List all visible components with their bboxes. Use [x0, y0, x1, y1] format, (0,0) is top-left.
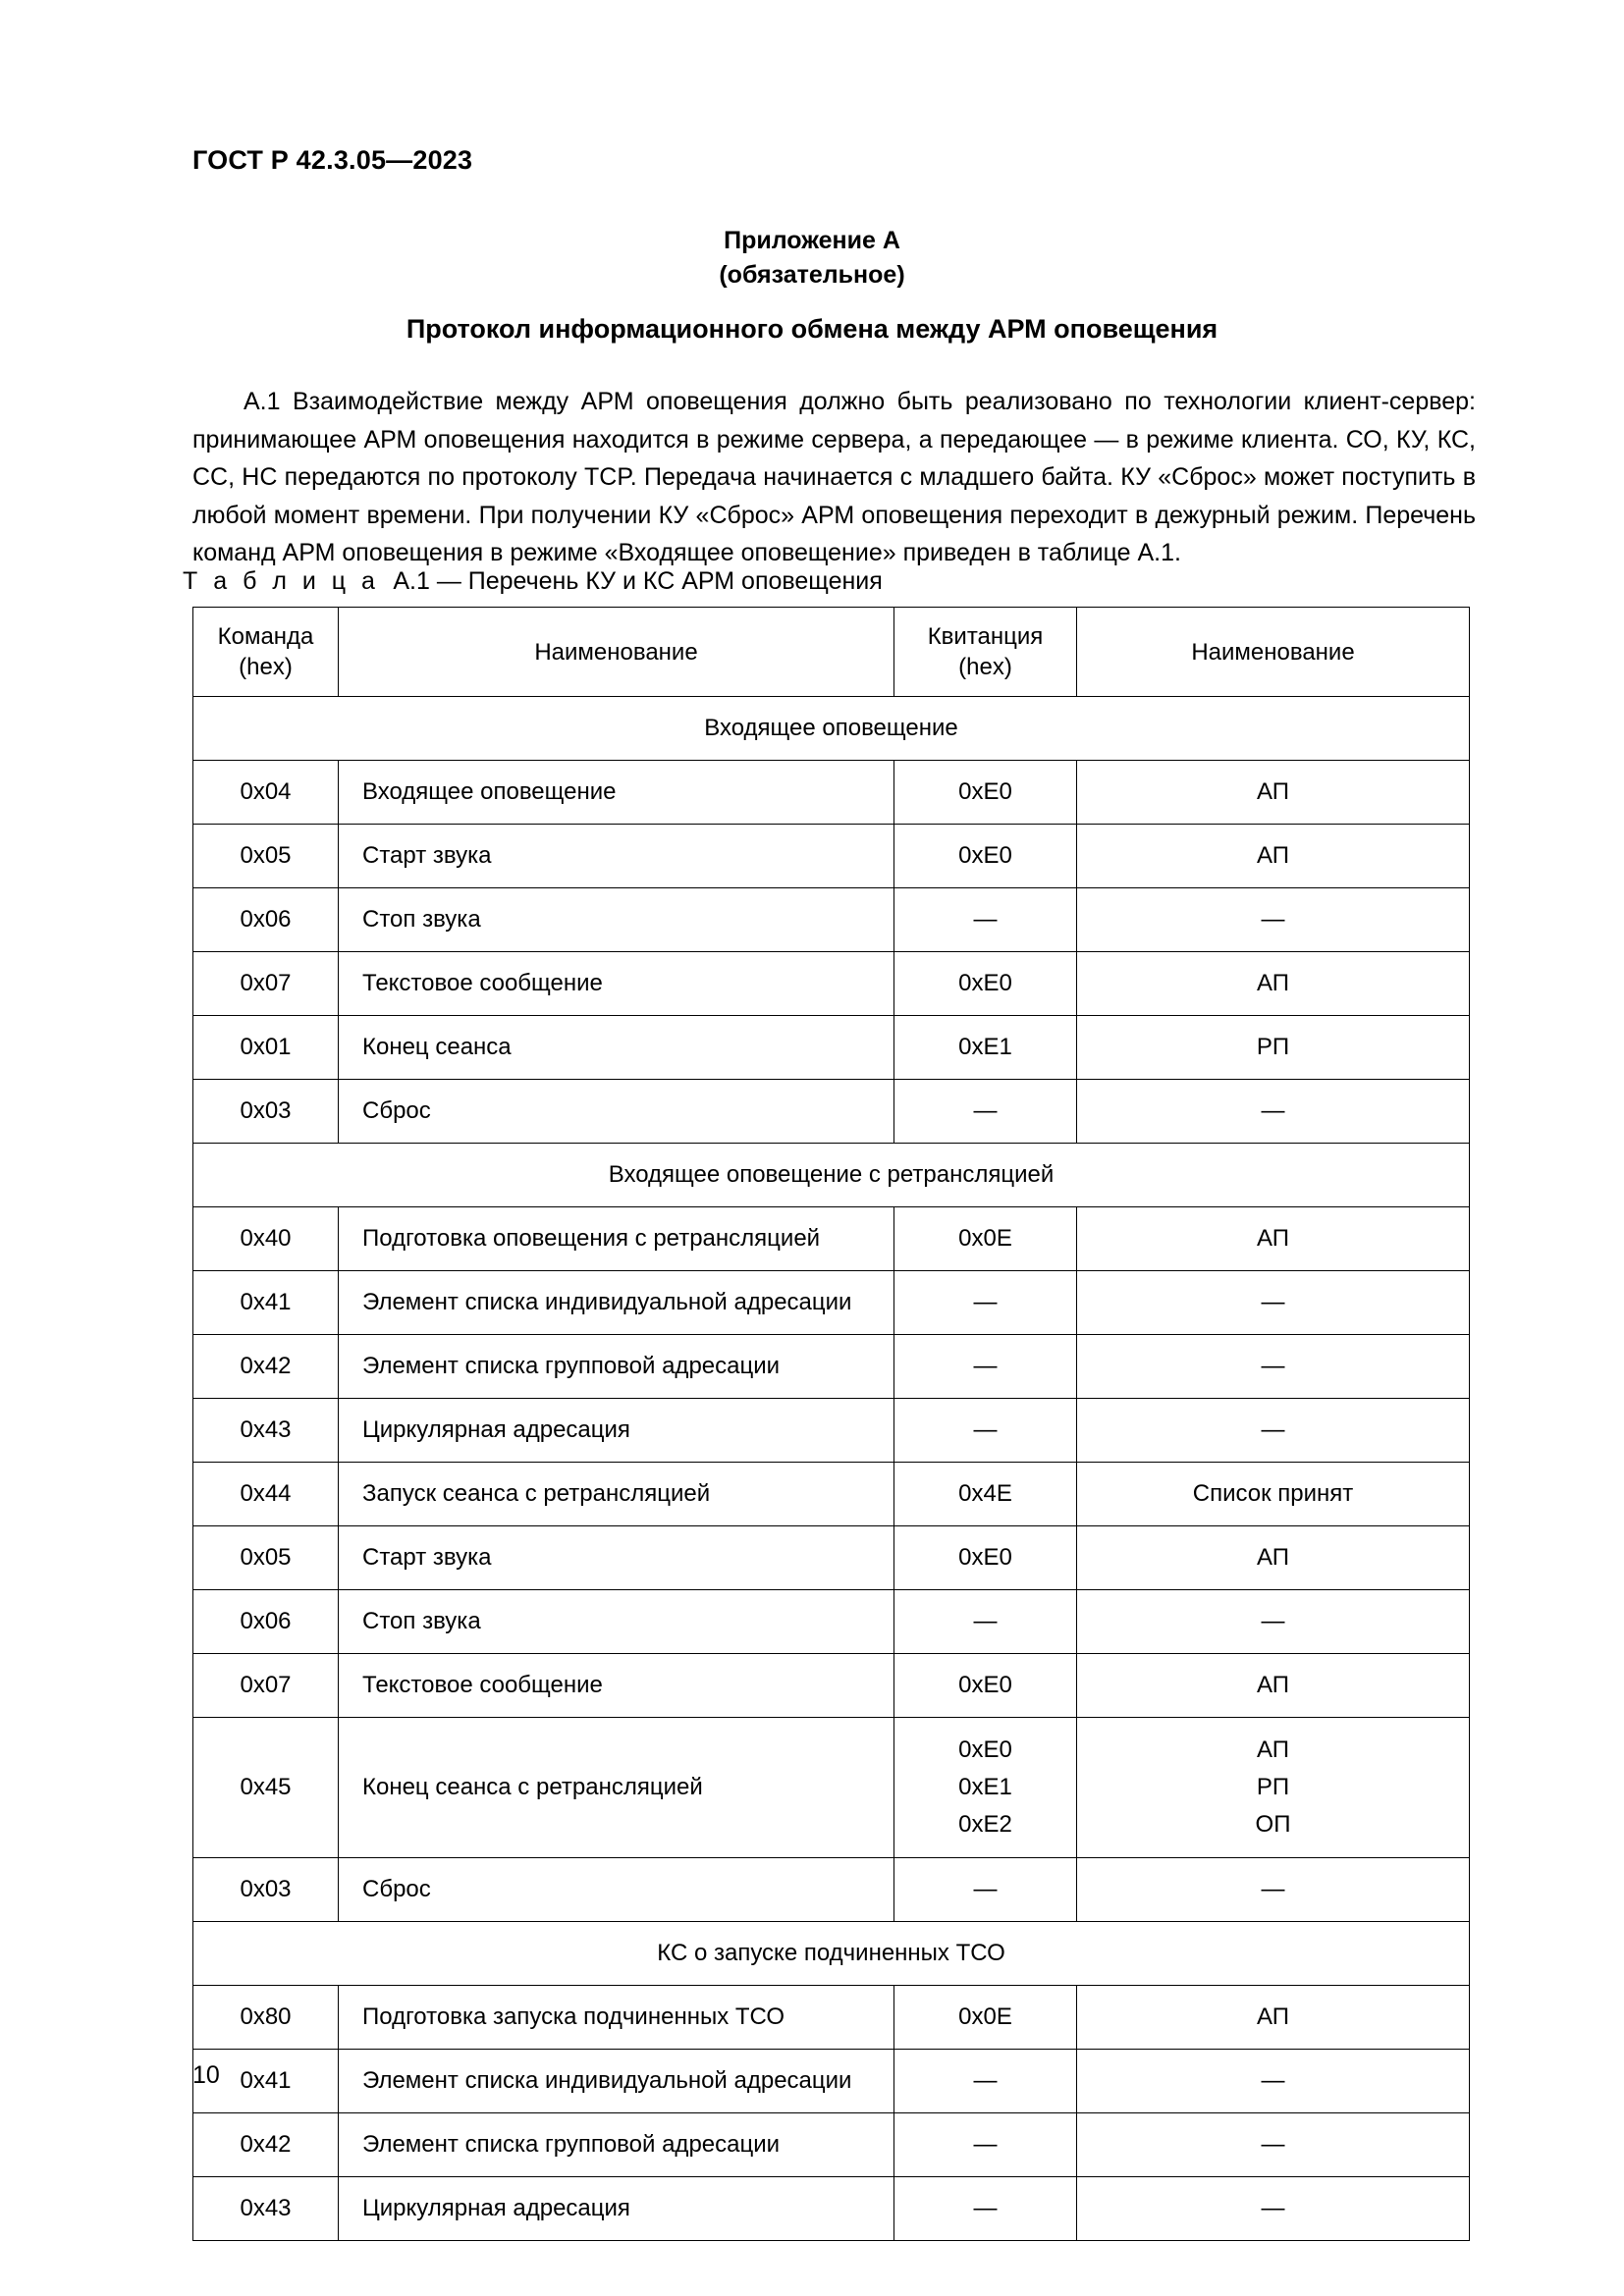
cell-ack-name: РП: [1077, 1016, 1470, 1080]
cell-command: 0x43: [193, 1399, 339, 1463]
cell-ack: 0xE0 0xE1 0xE2: [894, 1718, 1077, 1858]
cell-command: 0x07: [193, 952, 339, 1016]
cell-name: Текстовое сообщение: [339, 1654, 894, 1718]
appendix-title: Протокол информационного обмена между АРМ оповещения: [406, 314, 1218, 344]
header-ack-line1: Квитанция: [927, 623, 1044, 650]
cell-command: 0x41: [193, 2050, 339, 2113]
header-cell-name: Наименование: [339, 608, 894, 697]
table-section-row: [193, 1922, 1470, 1986]
table-row: [193, 825, 1470, 888]
table-row: [193, 2177, 1470, 2241]
cell-command: 0x07: [193, 1654, 339, 1718]
table-row: [193, 1986, 1470, 2050]
cell-ack-name: —: [1077, 1399, 1470, 1463]
cell-name: Элемент списка групповой адресации: [339, 2113, 894, 2177]
cell-command: 0x42: [193, 2113, 339, 2177]
table-row: [193, 1016, 1470, 1080]
cell-ack: —: [894, 888, 1077, 952]
cell-ack: —: [894, 1590, 1077, 1654]
table-row: [193, 1080, 1470, 1144]
appendix-heading-block: [0, 224, 1624, 293]
cell-name: Входящее оповещение: [339, 761, 894, 825]
cell-ack: —: [894, 1858, 1077, 1922]
cell-name: Старт звука: [339, 825, 894, 888]
cell-command: 0x06: [193, 1590, 339, 1654]
cell-ack: 0xE0: [894, 825, 1077, 888]
cell-name: Старт звука: [339, 1526, 894, 1590]
cell-ack-name: —: [1077, 1335, 1470, 1399]
cell-ack-name: —: [1077, 1590, 1470, 1654]
cell-ack: —: [894, 1080, 1077, 1144]
cell-ack-name: АП РП ОП: [1077, 1718, 1470, 1858]
table-row: [193, 888, 1470, 952]
header-ack-line2: (hex): [958, 654, 1012, 680]
header-cell-ack-name: Наименование: [1077, 608, 1470, 697]
cell-name: Элемент списка индивидуальной адресации: [339, 1271, 894, 1335]
commands-table: [192, 607, 1470, 2241]
cell-ack: —: [894, 2177, 1077, 2241]
cell-command: 0x80: [193, 1986, 339, 2050]
cell-ack-name: АП: [1077, 952, 1470, 1016]
cell-command: 0x04: [193, 761, 339, 825]
cell-command: 0x01: [193, 1016, 339, 1080]
header-cell-command: [193, 608, 339, 697]
table-row: [193, 1207, 1470, 1271]
cell-ack-name: —: [1077, 1080, 1470, 1144]
cell-name: Подготовка оповещения с ретрансляцией: [339, 1207, 894, 1271]
cell-command: 0x05: [193, 825, 339, 888]
table-row: [193, 1335, 1470, 1399]
cell-ack: 0xE0: [894, 1654, 1077, 1718]
cell-name: Стоп звука: [339, 888, 894, 952]
table-row: [193, 1718, 1470, 1858]
table-row: [193, 1526, 1470, 1590]
appendix-label: Приложение А: [724, 227, 900, 254]
cell-name: Конец сеанса с ретрансляцией: [339, 1718, 894, 1858]
table-row: [193, 1463, 1470, 1526]
table-row: [193, 1271, 1470, 1335]
header-command-line1: Команда: [217, 623, 314, 650]
cell-ack: 0x4E: [894, 1463, 1077, 1526]
cell-ack: 0x0E: [894, 1207, 1077, 1271]
cell-command: 0x41: [193, 1271, 339, 1335]
cell-ack: —: [894, 2113, 1077, 2177]
cell-command: 0x05: [193, 1526, 339, 1590]
cell-ack-name: —: [1077, 1271, 1470, 1335]
cell-name: Сброс: [339, 1858, 894, 1922]
cell-ack-name: —: [1077, 888, 1470, 952]
header-command-line2: (hex): [239, 654, 293, 680]
header-cell-ack: [894, 608, 1077, 697]
cell-ack-name: —: [1077, 2113, 1470, 2177]
table-row: [193, 1654, 1470, 1718]
cell-command: 0x06: [193, 888, 339, 952]
appendix-obligation: (обязательное): [719, 261, 905, 289]
table-row: [193, 2050, 1470, 2113]
cell-command: 0x45: [193, 1718, 339, 1858]
cell-name: Текстовое сообщение: [339, 952, 894, 1016]
cell-ack: —: [894, 2050, 1077, 2113]
cell-ack-name: АП: [1077, 1526, 1470, 1590]
table-section-label: Входящее оповещение с ретрансляцией: [193, 1144, 1470, 1207]
table-caption: [183, 567, 883, 596]
cell-name: Подготовка запуска подчиненных ТСО: [339, 1986, 894, 2050]
cell-name: Стоп звука: [339, 1590, 894, 1654]
cell-ack-name: Список принят: [1077, 1463, 1470, 1526]
cell-name: Запуск сеанса с ретрансляцией: [339, 1463, 894, 1526]
cell-ack-name: АП: [1077, 825, 1470, 888]
cell-ack-name: АП: [1077, 1654, 1470, 1718]
table-section-row: [193, 1144, 1470, 1207]
cell-command: 0x03: [193, 1858, 339, 1922]
cell-command: 0x40: [193, 1207, 339, 1271]
cell-ack: 0x0E: [894, 1986, 1077, 2050]
cell-name: Элемент списка групповой адресации: [339, 1335, 894, 1399]
cell-ack-name: —: [1077, 2050, 1470, 2113]
cell-ack-name: АП: [1077, 1207, 1470, 1271]
table-row: [193, 761, 1470, 825]
cell-command: 0x44: [193, 1463, 339, 1526]
cell-ack: 0xE0: [894, 761, 1077, 825]
cell-name: Сброс: [339, 1080, 894, 1144]
cell-ack-name: —: [1077, 2177, 1470, 2241]
table-section-label: Входящее оповещение: [193, 697, 1470, 761]
cell-name: Циркулярная адресация: [339, 1399, 894, 1463]
cell-ack: 0xE0: [894, 1526, 1077, 1590]
cell-name: Элемент списка индивидуальной адресации: [339, 2050, 894, 2113]
paragraph-a1: А.1 Взаимодействие между АРМ оповещения должно быть реализовано по технологии клиент-сервер: принимающее АРМ оповещения находится в режиме сервера, а передающее — в режиме клиента. СО, КУ, КС, СС, НС передаются по протоколу TCP. Передача начинается с младшего байта. КУ «Сброс» может поступить в любой момент времени. При получении КУ «Сброс» АРМ оповещения переходит в дежурный режим. Перечень команд АРМ оповещения в режиме «Входящее оповещение» приведен в таблице А.1.: [192, 388, 1476, 566]
cell-ack: —: [894, 1271, 1077, 1335]
table-row: [193, 2113, 1470, 2177]
cell-command: 0x03: [193, 1080, 339, 1144]
cell-ack-name: АП: [1077, 1986, 1470, 2050]
table-row: [193, 1590, 1470, 1654]
cell-ack-name: —: [1077, 1858, 1470, 1922]
cell-ack: 0xE1: [894, 1016, 1077, 1080]
table-header-row: [193, 608, 1470, 697]
cell-ack: —: [894, 1399, 1077, 1463]
cell-name: Конец сеанса: [339, 1016, 894, 1080]
cell-command: 0x42: [193, 1335, 339, 1399]
cell-ack-name: АП: [1077, 761, 1470, 825]
table-row: [193, 952, 1470, 1016]
table-row: [193, 1858, 1470, 1922]
cell-command: 0x43: [193, 2177, 339, 2241]
table-caption-text: А.1 — Перечень КУ и КС АРМ оповещения: [393, 567, 883, 595]
table-section-label: КС о запуске подчиненных ТСО: [193, 1922, 1470, 1986]
table-section-row: [193, 697, 1470, 761]
table-caption-label: Т а б л и ц а: [183, 567, 380, 595]
cell-name: Циркулярная адресация: [339, 2177, 894, 2241]
cell-ack: 0xE0: [894, 952, 1077, 1016]
cell-ack: —: [894, 1335, 1077, 1399]
page-number: 10: [192, 2061, 220, 2089]
document-header-standard-number: ГОСТ Р 42.3.05—2023: [192, 145, 473, 175]
table-row: [193, 1399, 1470, 1463]
